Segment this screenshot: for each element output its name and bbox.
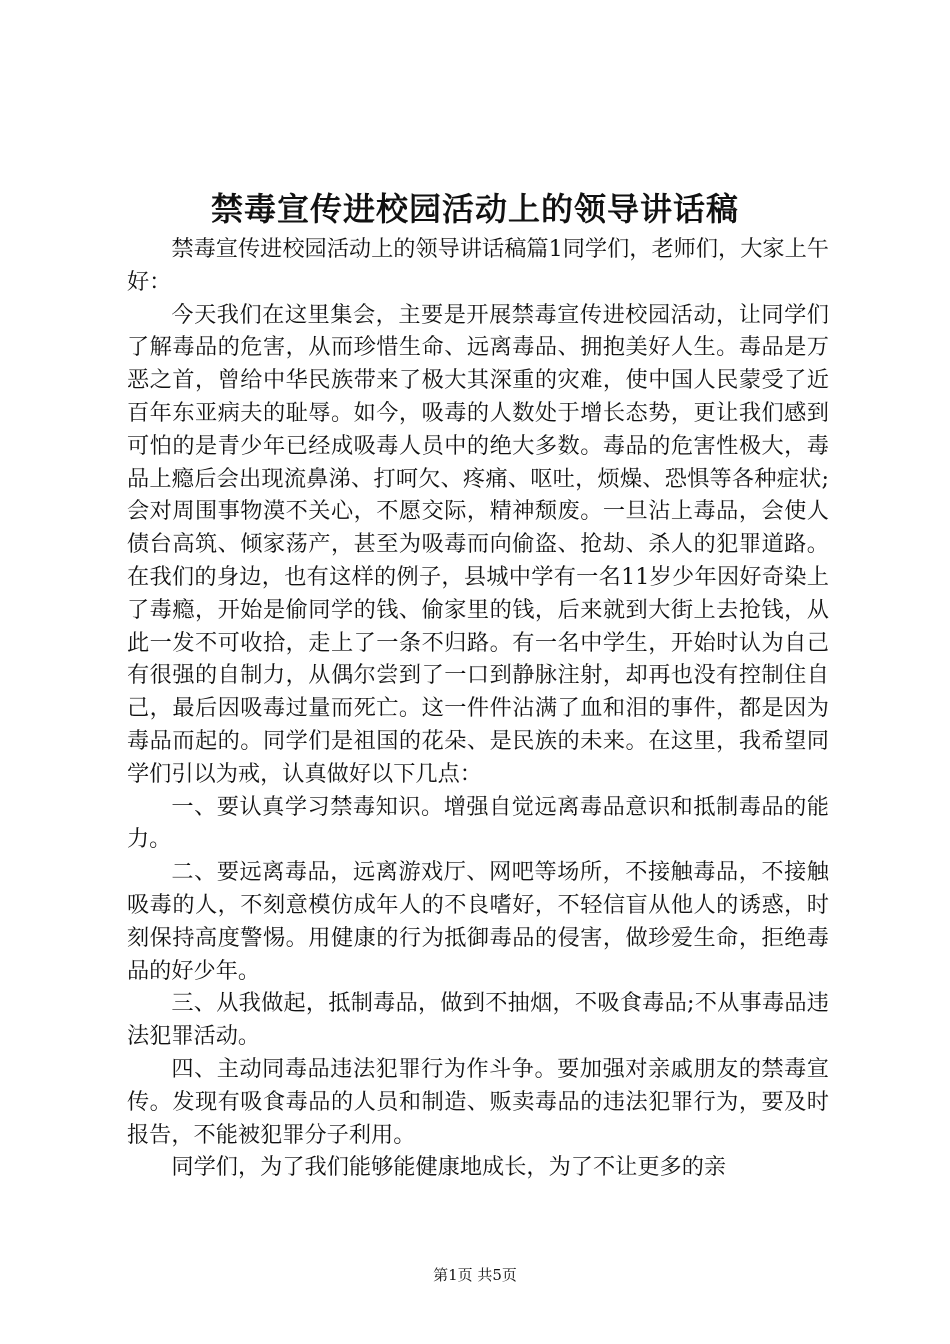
paragraph-2: 今天我们在这里集会，主要是开展禁毒宣传进校园活动，让同学们了解毒品的危害，从而珍惜生命、远离毒品、拥抱美好人生。毒品是万恶之首，曾给中华民族带来了极大其深重的灾难，使中国人民蒙受了近百年东亚病夫的耻辱。如今，吸毒的人数处于增长态势，更让我们感到可怕的是青少年已经成吸毒人员中的绝大多数。毒品的危害性极大，毒品上瘾后会出现流鼻涕、打呵欠、疼痛、呕吐，烦燥、恐惧等各种症状;会对周围事物漠不关心，不愿交际，精神颓废。一旦沾上毒品，会使人债台高筑、倾家荡产，甚至为吸毒而向偷盗、抢劫、杀人的犯罪道路。在我们的身边，也有这样的例子，县城中学有一名11岁少年因好奇染上了毒瘾，开始是偷同学的钱、偷家里的钱，后来就到大街上去抢钱，从此一发不可收拾，走上了一条不归路。有一名中学生，开始时认为自己有很强的自制力，从偶尔尝到了一口到静脉注射，却再也没有控制住自己，最后因吸毒过量而死亡。这一件件沾满了血和泪的事件，都是因为毒品而起的。同学们是祖国的花朵、是民族的未来。在这里，我希望同学们引以为戒，认真做好以下几点： [127, 301, 829, 787]
paragraph-7: 同学们，为了我们能够能健康地成长，为了不让更多的亲 [171, 1154, 727, 1181]
document-body [127, 233, 829, 1184]
paragraph-3: 一、要认真学习禁毒知识。增强自觉远离毒品意识和抵制毒品的能力。 [127, 793, 829, 853]
paragraph-5: 三、从我做起，抵制毒品，做到不抽烟，不吸食毒品;不从事毒品违法犯罪活动。 [127, 990, 829, 1050]
paragraph-6: 四、主动同毒品违法犯罪行为作斗争。要加强对亲戚朋友的禁毒宣传。发现有吸食毒品的人员和制造、贩卖毒品的违法犯罪行为，要及时报告，不能被犯罪分子利用。 [127, 1055, 829, 1148]
page-footer: 第1页 共5页 [433, 1266, 517, 1284]
paragraph-1: 禁毒宣传进校园活动上的领导讲话稿篇1同学们，老师们，大家上午好： [127, 236, 829, 295]
document-title: 禁毒宣传进校园活动上的领导讲话稿 [210, 190, 739, 228]
paragraph-4: 二、要远离毒品，远离游戏厅、网吧等场所，不接触毒品，不接触吸毒的人，不刻意模仿成年人的不良嗜好，不轻信盲从他人的诱惑，时刻保持高度警惕。用健康的行为抵御毒品的侵害，做珍爱生命，拒绝毒品的好少年。 [127, 859, 829, 984]
